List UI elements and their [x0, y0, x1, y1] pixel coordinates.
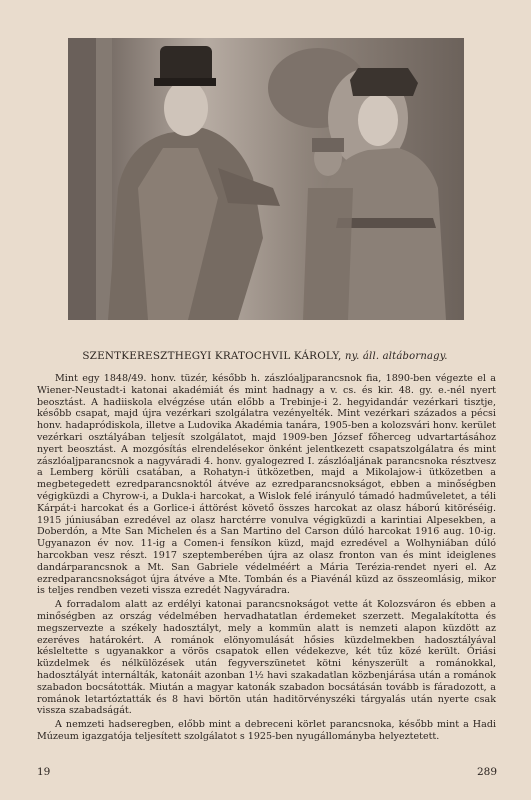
page-number: 289: [476, 766, 497, 778]
caption-name: SZENTKERESZTHEGYI KRATOCHVIL KÁROLY,: [82, 350, 342, 362]
footer-left-number: 19: [37, 766, 51, 778]
photo-caption: [40, 350, 490, 362]
paragraph-1: Mint egy 1848/49. honv. tüzér, később h. zászlóaljparancsnok fia, 1890-ben végezte el a Wiener-Neustadt-i katonai akadémiát és mint hadnagy a v. cs. és kir. 48. gy. e.-nél nyert beosztást. A hadiiskola elvégzése után előbb a Trebinje-i 2. hegyidandár vezérkari tisztje, később csapat, majd újra vezérkari szolgálatra vezényelték. Mint vezérkari százados a pécsi honv. hadapródiskola, illetve a Ludovika Akadémia tanára, 1905-ben a kolozsvári honv. kerület vezérkari osztályában teljesít szolgálatot, majd 1909-ben József főherceg udvartartásához nyert beosztást. A mozgósítás elrendelésekor önként jelentkezett csapatszolgálatra és mint zászlóaljparancsnok a nagyváradi 4. honv. gyalogezred I. zászlóaljának parancsnoka résztvesz a Lemberg körüli csatában, a Rohatyn-i ütközetben, majd a Mikolajow-i ütközetben a megbetegedett ezredparancsnoktól átvéve az ezredparancsnokságot, ebben a minőségben végigküzdi a Chyrow-i, a Dukla-i harcokat, a Wislok felé irányuló támadó hadműveletet, a téli Kárpát-i harcokat és a Gorlice-i áttörést követő összes harcokat az olasz háború kitöréséig. 1915 júniusában ezredével az olasz harctérre vonulva végigküzdi a karintiai Alpesekben, a Doberdón, a Mte San Michelen és a San Martino del Carson dúló harcokat 1916 aug. 10-ig. Ugyanazon év nov. 11-ig a Comen-i fensíkon küzd, majd ezredével a Wolhyniában dúló harcokban vesz részt. 1917 szeptemberében újra az olasz fronton van és mint ideiglenes dandárparancsnok a Mt. San Gabriele védelméért a Mária Terézia-rendet nyeri el. Az ezredparancsnokságot újra átvéve a Mte. Tombán és a Piavénál küzd az összeomlásig, mikor is teljes rendben vezeti vissza ezredét Nagyváradra.: [37, 373, 496, 597]
biography-text: [37, 373, 496, 745]
portrait-photo: [68, 38, 464, 320]
paragraph-3: A nemzeti hadseregben, előbb mint a debreceni körlet parancsnoka, később mint a Hadi Múzeum igazgatója teljesített szolgálatot s 1925-ben nyugállományba helyeztetett.: [37, 719, 496, 742]
paragraph-2: A forradalom alatt az erdélyi katonai parancsnokságot vette át Kolozsváron és ebben a minőségben az ország védelmében hervadhatatlan érdemeket szerzett. Megalakította és megszervezte a székely hadosztályt, mely a kommün alatt is nemzeti alapon küzdött az ezeréves határokért. A románok elönyomulását hősies küzdelmekben hadosztályával késleltette s ugyanakkor a vörös csapatok ellen védekezve, két tűz közé került. Óriási küzdelmek és nélkülözések után fegyverszünetet kötni kényszerült a románokkal, hadosztályát internálták, katonáit azonban 1½ havi szakadatlan közbenjárása után a románok szabadon bocsátották. Miután a magyar katonák szabadon bocsátásán tovább is fáradozott, a románok letartóztatták és 8 havi börtön után haditörvényszéki tárgyalás után nyerte csak vissza szabadságát.: [37, 599, 496, 717]
caption-rank: ny. áll. altábornagy.: [344, 351, 448, 362]
photo-illustration-icon: [68, 38, 464, 320]
